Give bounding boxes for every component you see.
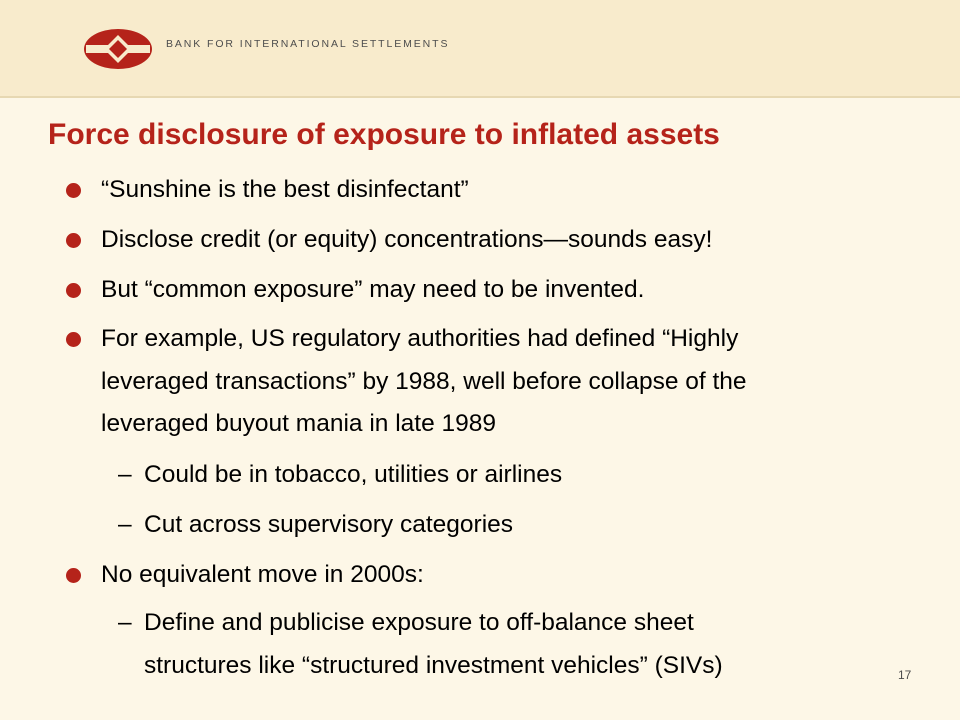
dash-marker: – xyxy=(118,609,132,636)
bullet-item: But “common exposure” may need to be invented. xyxy=(101,276,645,303)
slide-title: Force disclosure of exposure to inflated assets xyxy=(48,118,720,151)
bullet-item: No equivalent move in 2000s: xyxy=(101,561,424,588)
sub-bullet-item: Cut across supervisory categories xyxy=(144,511,514,538)
dash-marker: – xyxy=(118,511,132,538)
bullet-icon xyxy=(66,283,81,298)
bullet-icon xyxy=(66,332,81,347)
dash-marker: – xyxy=(118,461,132,488)
bullet-icon xyxy=(66,568,81,583)
page-number: 17 xyxy=(898,668,912,682)
bullet-item: “Sunshine is the best disinfectant” xyxy=(101,176,469,203)
bullet-item-continuation: leveraged buyout mania in late 1989 xyxy=(101,410,497,437)
sub-bullet-item-continuation: structures like “structured investment vehicles” (SIVs) xyxy=(144,652,723,679)
sub-bullet-item: Define and publicise exposure to off-balance sheet xyxy=(144,609,694,636)
bullet-item-continuation: leveraged transactions” by 1988, well before collapse of the xyxy=(101,368,747,395)
bullet-icon xyxy=(66,183,81,198)
bis-logo-icon xyxy=(83,28,153,70)
bullet-icon xyxy=(66,233,81,248)
sub-bullet-item: Could be in tobacco, utilities or airlines xyxy=(144,461,563,488)
bullet-item: For example, US regulatory authorities had defined “Highly xyxy=(101,325,739,352)
bullet-item: Disclose credit (or equity) concentrations—sounds easy! xyxy=(101,226,713,253)
organization-name: BANK FOR INTERNATIONAL SETTLEMENTS xyxy=(166,38,450,50)
header-bar xyxy=(0,0,960,98)
